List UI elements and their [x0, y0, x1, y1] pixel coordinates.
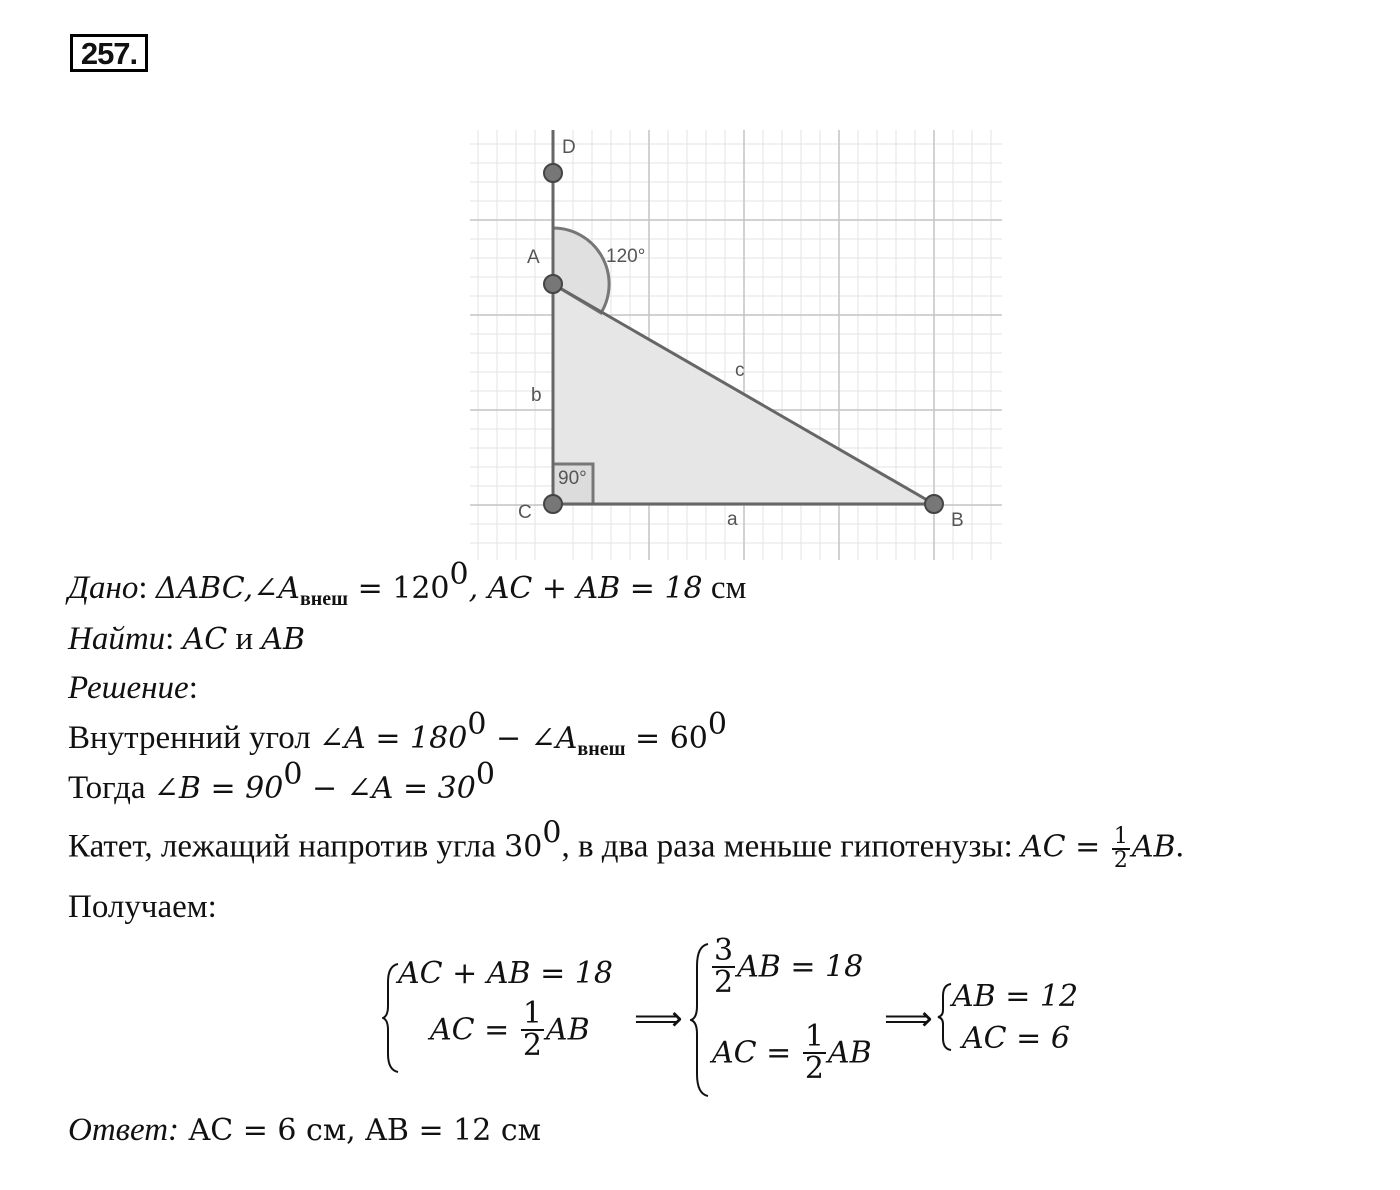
brace-2: [690, 942, 710, 1098]
answer-label: Ответ:: [68, 1112, 180, 1148]
sys3-eq1: AB = 12: [952, 979, 1079, 1014]
given-label: Дано: [68, 570, 139, 606]
step1-line: Внутренний угол ∠A = $180^0$ − $\angle A_{внеш} = 60^0$: [68, 707, 727, 760]
label-a: A: [527, 247, 540, 268]
sys1-eq1: AC + AB = 18: [398, 956, 613, 991]
point-b: [925, 495, 943, 513]
point-d: [544, 164, 562, 182]
sys3-eq2: AC = 6: [962, 1021, 1070, 1056]
answer-line: Ответ: AC = 6 см, AB = 12 см: [68, 1112, 541, 1148]
label-d: D: [562, 137, 576, 158]
point-c: [544, 495, 562, 513]
step2-line: Тогда ∠B = $90^0$ − ∠A = $30^0$: [68, 757, 495, 806]
label-side-b: b: [531, 385, 542, 406]
sys2-eq2: AC = $\frac{1}{2}$ AB: [712, 1019, 872, 1086]
problem-number: 257.: [70, 34, 148, 72]
angle-label-120: 120°: [606, 246, 646, 267]
sys1-eq2: AC = $\frac{1}{2}$ AB: [430, 996, 590, 1063]
getting-line: Получаем:: [68, 889, 217, 925]
label-side-a: a: [727, 509, 738, 530]
label-c: C: [518, 502, 532, 523]
brace-3: [937, 982, 953, 1052]
find-label: Найти: [68, 621, 166, 657]
sys2-eq1: $\frac{3}{2}$ AB = 18: [714, 933, 864, 1000]
implies-arrow-2: ⟹: [884, 999, 933, 1039]
find-line: Найти: AC и AB: [68, 621, 306, 657]
point-a: [544, 275, 562, 293]
label-b-point: B: [951, 510, 964, 531]
solution-line: Решение:: [68, 670, 198, 706]
implies-arrow-1: ⟹: [634, 999, 683, 1039]
angle-label-90: 90°: [558, 468, 587, 489]
solution-label: Решение: [68, 670, 189, 706]
given-line: Дано: $\Delta ABC,\angle A_{внеш} = 120^0$, AC + AB = 18 см: [68, 557, 747, 610]
step3-line: Катет, лежащий напротив угла $30^0$, в два раза меньше гипотенузы: AC = $\frac{1}{2}$ AB.: [68, 815, 1184, 873]
label-side-c: c: [735, 360, 745, 381]
fraction-one-half: $\frac{1}{2}$: [1113, 824, 1128, 873]
triangle-figure: [470, 130, 1002, 560]
